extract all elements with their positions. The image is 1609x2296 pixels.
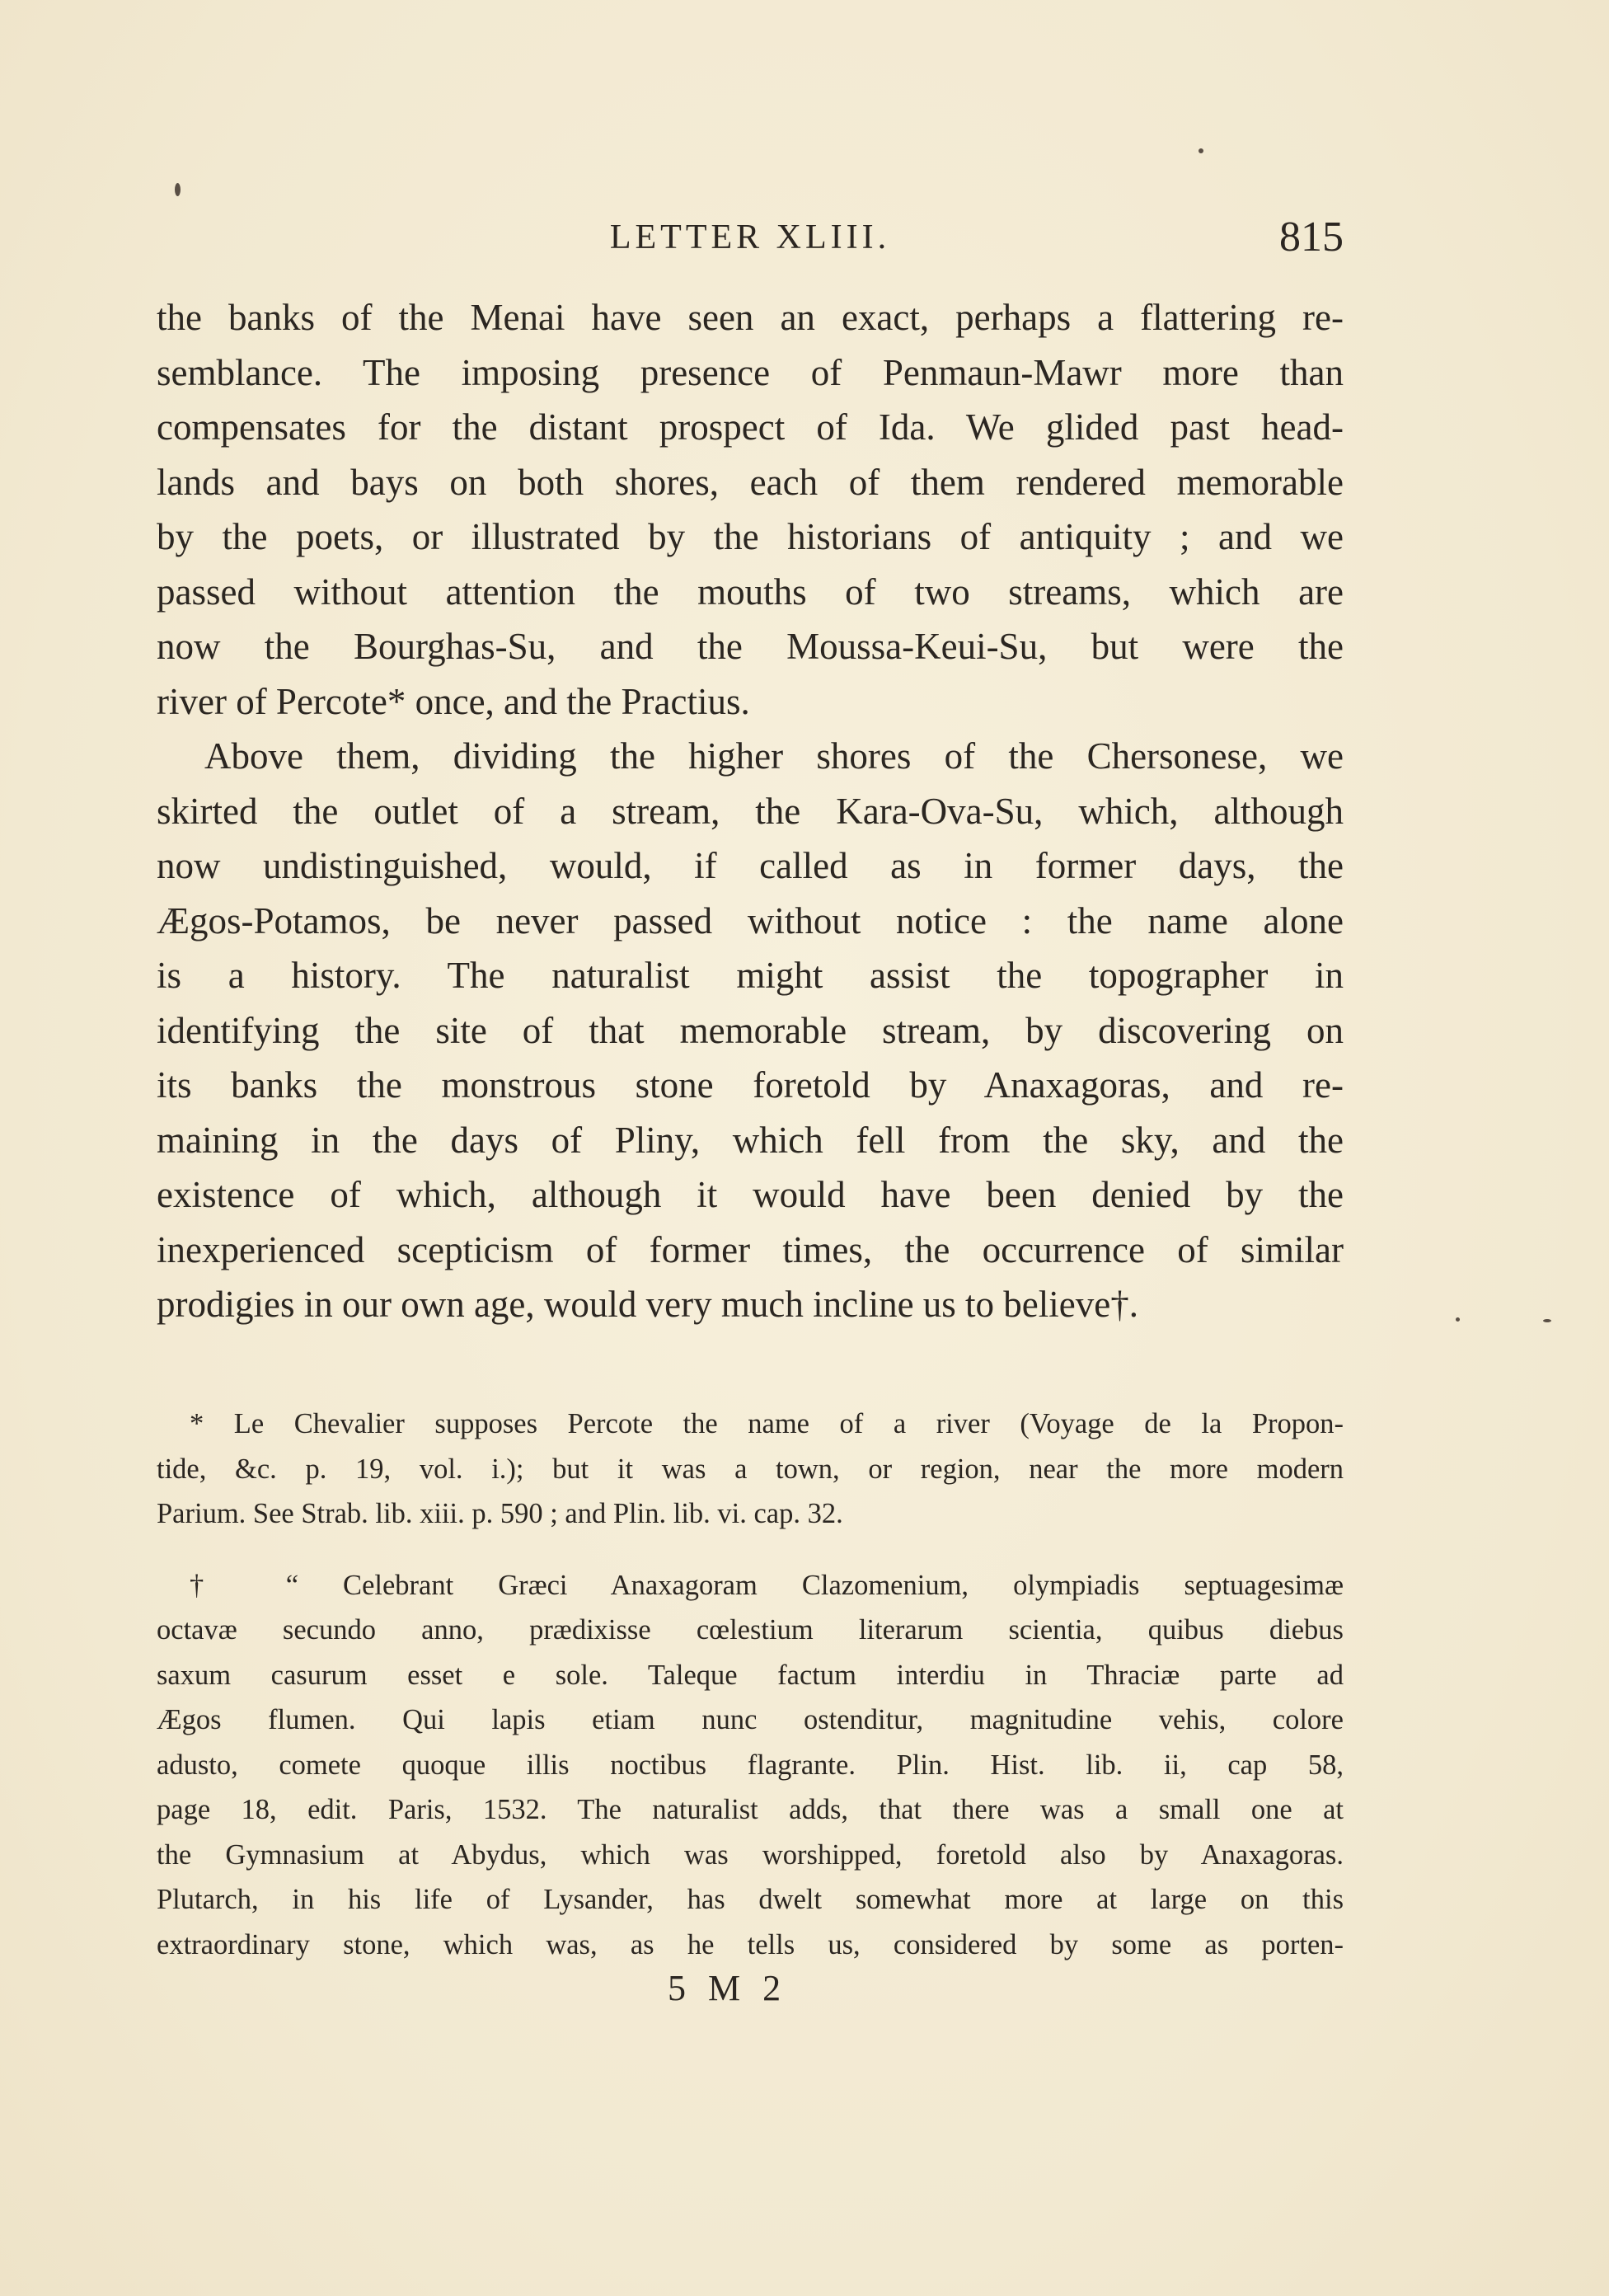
signature-mark: 5 M 2 [668,1968,788,2008]
text-line: existence of which, although it would have been denied by the [157,1174,1344,1215]
footnote-gap [157,1537,1344,1563]
text-line: river of Percote* once, and the Practius. [157,680,750,722]
text-line: semblance. The imposing presence of Penmaun-Mawr more than [157,351,1344,393]
footnote-line: extraordinary stone, which was, as he tells us, considered by some as porten- [157,1928,1344,1960]
footnotes [157,1402,1344,1967]
text-line: by the poets, or illustrated by the historians of antiquity ; and we [157,516,1344,557]
running-title: LETTER XLIII. [609,218,891,256]
text-line: Ægos-Potamos, be never passed without notice : the name alone [157,899,1344,941]
text-line: its banks the monstrous stone foretold by Anaxagoras, and re- [157,1064,1344,1106]
ink-speck [1456,1317,1460,1322]
text-line: the banks of the Menai have seen an exact, perhaps a flattering re- [157,297,1344,338]
footnote-line: Parium. See Strab. lib. xiii. p. 590 ; and Plin. lib. vi. cap. 32. [157,1498,843,1529]
footnote-line: octavæ secundo anno, prædixisse cœlestium literarum scientia, quibus diebus [157,1614,1344,1646]
footnote-line: saxum casurum esset e sole. Taleque factum interdiu in Thraciæ parte ad [157,1659,1344,1691]
page-number: 815 [1279,214,1344,261]
text-line: Above them, dividing the higher shores of the Chersonese, we [204,735,1344,777]
footnote-line: the Gymnasium at Abydus, which was worshipped, foretold also by Anaxagoras. [157,1838,1344,1871]
running-head [157,213,1344,270]
footnote-line: page 18, edit. Paris, 1532. The naturalist adds, that there was a small one at [157,1794,1344,1825]
footnote-line: adusto, comete quoque illis noctibus flagrante. Plin. Hist. lib. ii, cap 58, [157,1749,1344,1781]
text-line: prodigies in our own age, would very much incline us to believe†. [157,1284,1138,1325]
text-line: lands and bays on both shores, each of them rendered memorable [157,461,1344,503]
ink-speck [175,183,181,196]
text-line: inexperienced scepticism of former times, the occurrence of similar [157,1228,1344,1270]
footnote-line: * Le Chevalier supposes Percote the name of a river (Voyage de la Propon- [190,1408,1344,1439]
footnote-line: † “ Celebrant Græci Anaxagoram Clazomenium, olympiadis septuagesimæ [190,1569,1344,1601]
text-line: identifying the site of that memorable stream, by discovering on [157,1009,1344,1051]
text-line: now undistinguished, would, if called as in former days, the [157,845,1344,886]
footnote-line: tide, &c. p. 19, vol. i.); but it was a town, or region, near the more modern [157,1453,1344,1485]
main-text [157,290,1344,1332]
text-line: passed without attention the mouths of two streams, which are [157,570,1344,613]
text-line: compensates for the distant prospect of Ida. We glided past head- [157,406,1344,448]
ink-speck [1199,148,1203,153]
text-line: now the Bourghas-Su, and the Moussa-Keui-Su, but were the [157,626,1344,667]
text-line: skirted the outlet of a stream, the Kara-Ova-Su, which, although [157,790,1344,832]
text-line: maining in the days of Pliny, which fell from the sky, and the [157,1119,1344,1161]
footnote-line: Plutarch, in his life of Lysander, has dwelt somewhat more at large on this [157,1884,1344,1915]
text-line: is a history. The naturalist might assist the topographer in [157,955,1344,996]
ink-speck [1543,1319,1551,1322]
footnote-line: Ægos flumen. Qui lapis etiam nunc ostenditur, magnitudine vehis, colore [157,1704,1344,1735]
